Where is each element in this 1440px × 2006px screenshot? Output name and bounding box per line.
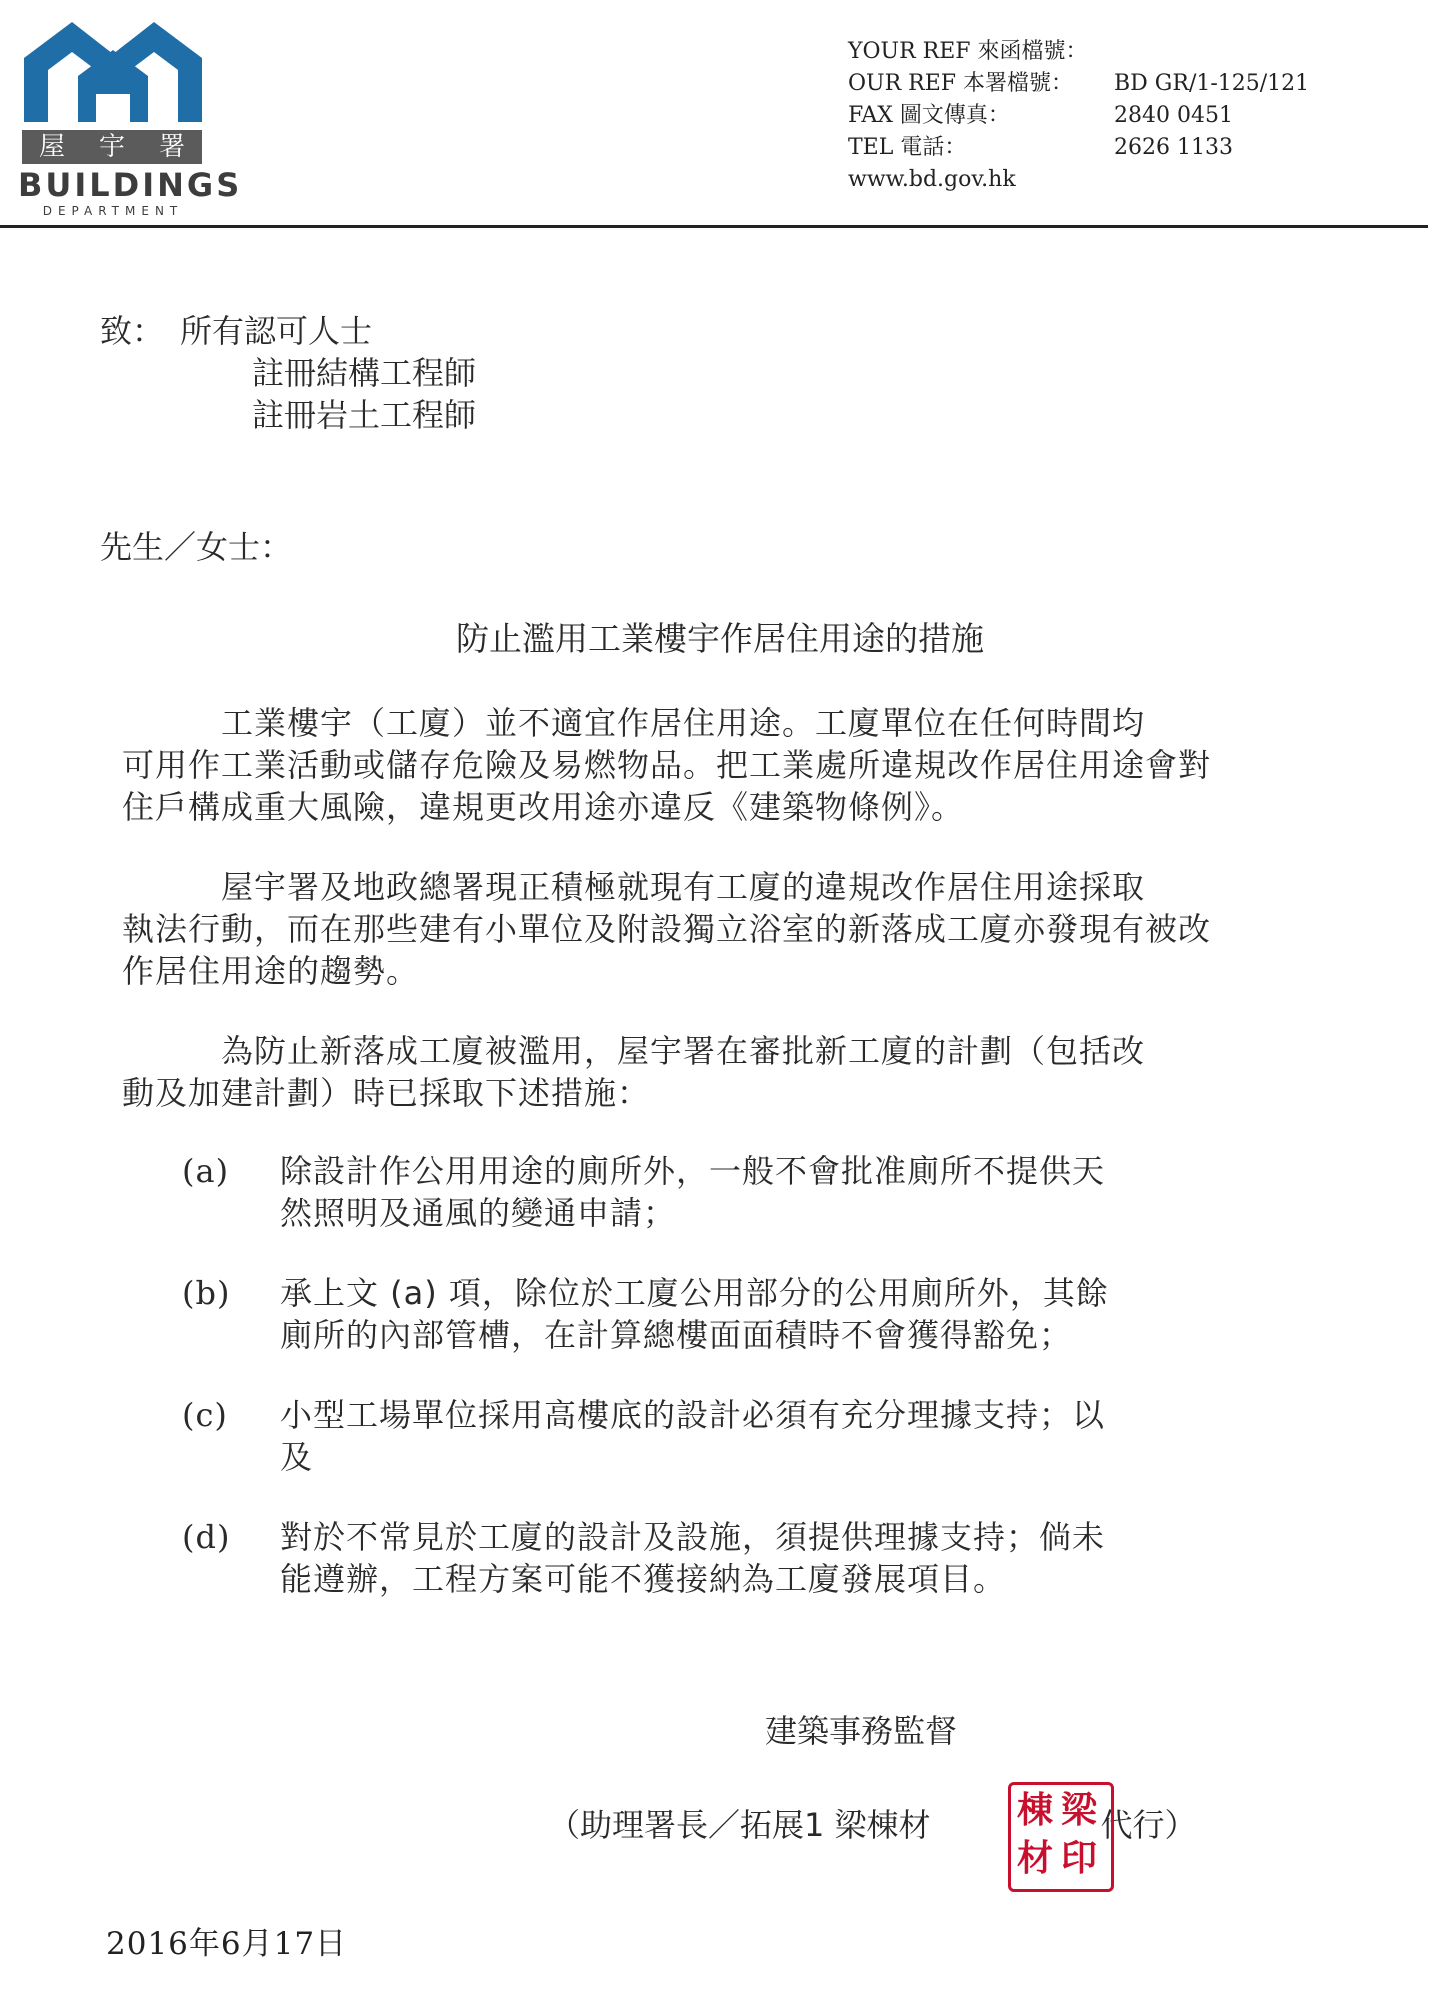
logo-english-subtitle: DEPARTMENT: [42, 204, 184, 218]
addressee-prefix: 致：: [100, 312, 165, 350]
item-marker: (c): [182, 1396, 228, 1434]
body-paragraph: 屋宇署及地政總署現正積極就現有工廈的違規改作居住用途採取 執法行動，而在那些建有小單位及附設獨立浴室的新落成工廈亦發現有被改 作居住用途的趨勢。: [122, 868, 1212, 990]
letter-date: 2016年6月17日: [106, 1926, 348, 1962]
seal-char: 棟: [1017, 1790, 1054, 1831]
ref-row-our-ref: OUR REF 本署檔號： BD GR/1-125/121: [848, 71, 1310, 96]
seal-char: 材: [1017, 1838, 1054, 1879]
addressee-line: 所有認可人士: [180, 312, 373, 350]
addressee-line: 註冊結構工程師: [252, 354, 477, 392]
measure-item: (c) 小型工場單位採用高樓底的設計必須有充分理據支持；以 及: [182, 1396, 1106, 1476]
addressees: [100, 310, 476, 436]
addressee-line: 註冊岩土工程師: [252, 396, 477, 434]
item-marker: (d): [182, 1518, 231, 1556]
header-divider: [0, 225, 1428, 228]
letter-title: 防止濫用工業樓宇作居住用途的措施: [456, 619, 984, 658]
item-marker: (b): [182, 1274, 231, 1312]
buildings-department-logo: [18, 14, 243, 218]
reference-block: [848, 36, 1309, 196]
salutation: 先生／女士：: [100, 528, 293, 566]
delegation-line: （助理署長／拓展1 梁棟材 代行）: [548, 1806, 1197, 1844]
seal-char: 梁: [1061, 1790, 1098, 1831]
body-paragraph: 工業樓宇（工廈）並不適宜作居住用途。工廈單位在任何時間均 可用作工業活動或儲存危險及易燃物品。把工業處所違規改作居住用途會對 住戶構成重大風險，違規更改用途亦違反《建築物條例》。: [122, 704, 1212, 826]
house-roof-icon: [18, 14, 208, 126]
signatory-title: 建築事務監督: [765, 1712, 958, 1750]
ref-row-fax: FAX 圖文傳真： 2840 0451: [848, 103, 1233, 128]
seal-char: 印: [1061, 1838, 1098, 1879]
logo-chinese-name: 屋 宇 署: [38, 132, 185, 162]
measure-item: (a) 除設計作公用用途的廁所外，一般不會批准廁所不提供天 然照明及通風的變通申請；: [182, 1152, 1106, 1232]
ref-row-your-ref: YOUR REF 來函檔號：: [848, 39, 1088, 64]
logo-english-name: BUILDINGS: [18, 166, 243, 204]
seal-stamp: [1008, 1782, 1114, 1892]
item-marker: (a): [182, 1152, 230, 1190]
body-paragraph: 為防止新落成工廈被濫用，屋宇署在審批新工廈的計劃（包括改 動及加建計劃）時已採取下述措施：: [122, 1032, 1146, 1112]
ref-row-tel: TEL 電話： 2626 1133: [848, 135, 1233, 160]
measure-item: (b) 承上文 (a) 項，除位於工廈公用部分的公用廁所外，其餘 廁所的內部管槽，在計算總樓面面積時不會獲得豁免；: [182, 1274, 1109, 1354]
ref-row-website: www.bd.gov.hk: [848, 167, 1016, 192]
measure-item: (d) 對於不常見於工廈的設計及設施，須提供理據支持；倘未 能遵辦，工程方案可能不獲接納為工廈發展項目。: [182, 1518, 1106, 1598]
